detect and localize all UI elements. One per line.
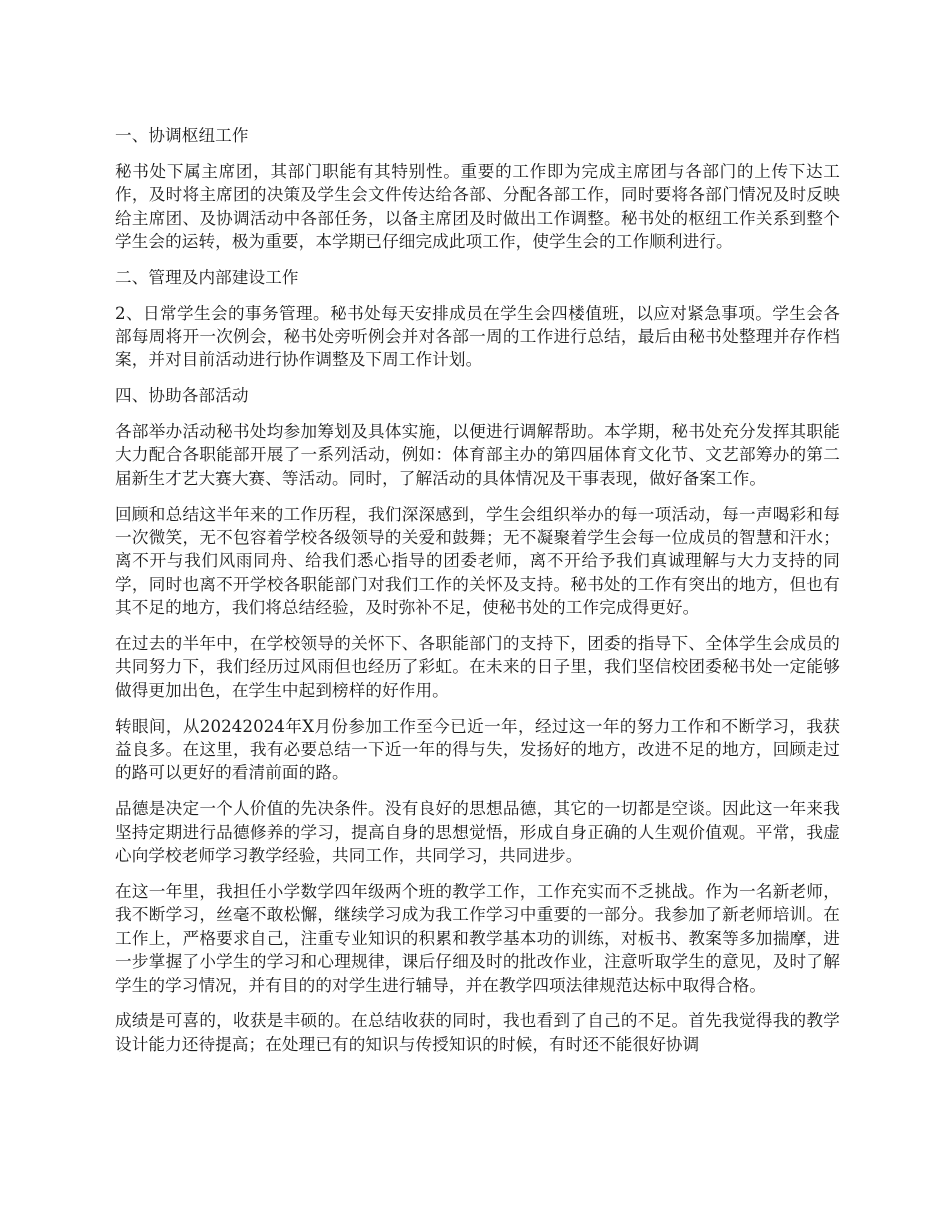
paragraph: 回顾和总结这半年来的工作历程，我们深深感到，学生会组织举办的每一项活动，每一声喝彩和每一次微笑，无不包容着学校各级领导的关爱和鼓舞；无不凝聚着学生会每一位成员的智慧和汗水；离不开与我们风雨同舟、给我们悉心指导的团委老师，离不开给予我们真诚理解与大力支持的同学，同时也离不开学校各职能部门对我们工作的关怀及支持。秘书处的工作有突出的地方，但也有其不足的地方，我们将总结经验，及时弥补不足，使秘书处的工作完成得更好。 bbox=[115, 504, 840, 618]
paragraph: 2、日常学生会的事务管理。秘书处每天安排成员在学生会四楼值班，以应对紧急事项。学生会各部每周将开一次例会，秘书处旁听例会并对各部一周的工作进行总结，最后由秘书处整理并存作档案，并对目前活动进行协作调整及下周工作计划。 bbox=[115, 303, 840, 370]
section-heading: 一、协调枢纽工作 bbox=[115, 126, 249, 145]
paragraph: 品德是决定一个人价值的先决条件。没有良好的思想品德，其它的一切都是空谈。因此这一年来我坚持定期进行品德修养的学习，提高自身的思想觉悟，形成自身正确的人生观价值观。平常，我虚心向学校老师学习教学经验，共同工作，共同学习，共同进步。 bbox=[115, 799, 840, 866]
section-heading: 四、协助各部活动 bbox=[115, 386, 249, 406]
paragraph: 秘书处下属主席团，其部门职能有其特别性。重要的工作即为完成主席团与各部门的上传下达工作，及时将主席团的决策及学生会文件传达给各部、分配各部工作，同时要将各部门情况及时反映给主席团、及协调活动中各部任务，以备主席团及时做出工作调整。秘书处的枢纽工作关系到整个学生会的运转，极为重要，本学期已仔细完成此项工作，使学生会的工作顺利进行。 bbox=[115, 161, 840, 252]
paragraph: 各部举办活动秘书处均参加筹划及具体实施，以便进行调解帮助。本学期，秘书处充分发挥其职能大力配合各职能部开展了一系列活动，例如：体育部主办的第四届体育文化节、文艺部筹办的第二届新生才艺大赛大赛、等活动。同时，了解活动的具体情况及干事表现，做好备案工作。 bbox=[115, 422, 840, 488]
paragraph: 在这一年里，我担任小学数学四年级两个班的教学工作，工作充实而不乏挑战。作为一名新老师，我不断学习，丝毫不敢松懈，继续学习成为我工作学习中重要的一部分。我参加了新老师培训。在工作上，严格要求自己，注重专业知识的积累和教学基本功的训练，对板书、教案等多加揣摩，进一步掌握了小学生的学习和心理规律，课后仔细及时的批改作业，注意听取学生的意见，及时了解学生的学习情况，并有目的的对学生进行辅导，并在教学四项法律规范达标中取得合格。 bbox=[115, 881, 840, 995]
paragraph: 成绩是可喜的，收获是丰硕的。在总结收获的同时，我也看到了自己的不足。首先我觉得我的教学设计能力还待提高；在处理已有的知识与传授知识的时候，有时还不能很好协调 bbox=[115, 1011, 840, 1054]
section-heading: 二、管理及内部建设工作 bbox=[115, 267, 299, 287]
paragraph: 在过去的半年中，在学校领导的关怀下、各职能部门的支持下，团委的指导下、全体学生会成员的共同努力下，我们经历过风雨但也经历了彩虹。在未来的日子里，我们坚信校团委秘书处一定能够做得更加出色，在学生中起到榜样的好作用。 bbox=[115, 634, 840, 700]
document-body bbox=[115, 124, 840, 1069]
paragraph: 转眼间，从20242024年X月份参加工作至今已近一年，经过这一年的努力工作和不断学习，我获益良多。在这里，我有必要总结一下近一年的得与失，发扬好的地方，改进不足的地方，回顾走过的路可以更好的看清前面的路。 bbox=[115, 716, 840, 783]
